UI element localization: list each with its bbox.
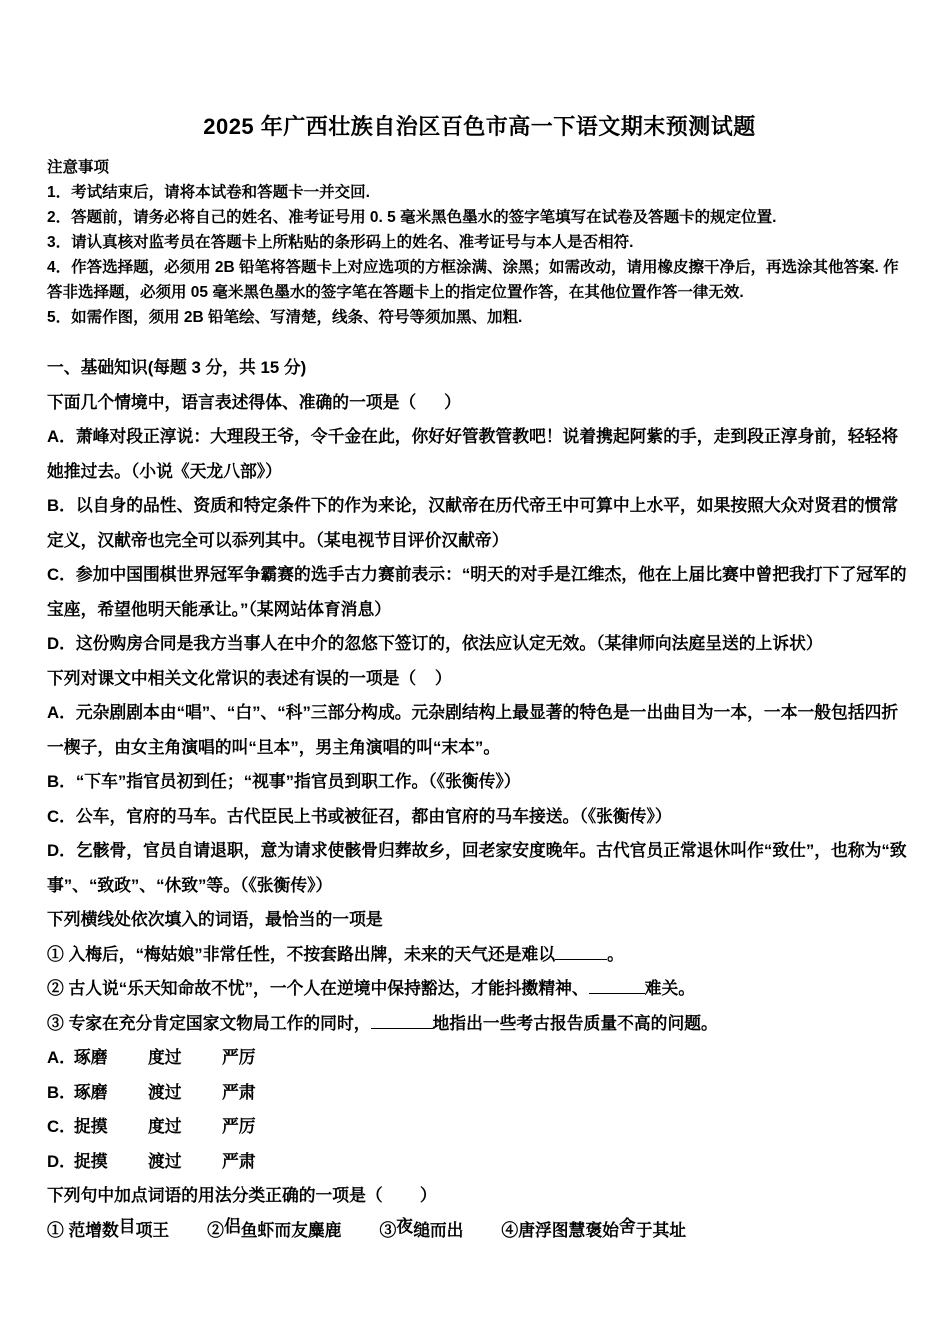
question-section	[47, 351, 912, 1248]
q3-sentence-3-tail: 地指出一些考古报告质量不高的问题。	[432, 1013, 718, 1033]
emphasized-char: 目	[118, 1216, 136, 1236]
q2-option-c: C．公车，官府的马车。古代臣民上书或被征召，都由官府的马车接送。（《张衡传》）	[47, 806, 672, 826]
q3-sentence-2	[47, 972, 912, 1007]
option-word: 渡过	[148, 1082, 182, 1102]
q4-item-text: ②	[207, 1220, 224, 1240]
option-word: 严肃	[222, 1151, 256, 1171]
q2-option-d: D．乞骸骨，官员自请退职，意为请求使骸骨归葬故乡，回老家安度晚年。古代官员正常退休叫作“致仕”，也称为“致事”、“致政”、“休致”等。（《张衡传》）	[47, 841, 907, 895]
option-word: 捉摸	[74, 1151, 108, 1171]
q3-sentence-2-tail: 难关。	[644, 979, 696, 998]
q1-option-d: D．这份购房合同是我方当事人在中介的忽悠下签订的，依法应认定无效。（某律师向法庭呈送的上诉状）	[47, 634, 823, 653]
q3-stem: 下列横线处依次填入的词语，最恰当的一项是	[47, 910, 383, 929]
q3-option-a	[47, 1041, 912, 1076]
notice-item-1: 1．考试结束后，请将本试卷和答题卡一并交回.	[47, 184, 370, 201]
blank-underline	[555, 956, 607, 960]
q2-option-b: B．“下车”指官员初到任；“视事”指官员到职工作。（《张衡传》）	[47, 772, 521, 791]
q4-item-4	[501, 1217, 686, 1240]
notice-item-5: 5．如需作图，须用 2B 铅笔绘、写清楚，线条、符号等须加黑、加粗.	[47, 309, 523, 326]
q3-sentence-1-text: ① 入梅后，“梅姑娘”非常任性，不按套路出牌，未来的天气还是难以	[47, 944, 556, 964]
option-label: C．	[47, 1117, 76, 1136]
q3-option-b	[47, 1076, 912, 1111]
notice-heading: 注意事项	[47, 159, 110, 176]
q4-items-line	[47, 1214, 912, 1249]
q3-sentence-3	[47, 1007, 912, 1042]
q4-item-text: 鱼虾而友麋鹿	[240, 1220, 342, 1240]
q3-sentence-2-text: ② 古人说“乐天知命故不忧”，一个人在逆境中保持豁达，才能抖擞精神、	[47, 979, 589, 998]
q4-item-text: 项王	[135, 1220, 170, 1240]
q4-stem: 下列句中加点词语的用法分类正确的一项是（ ）	[47, 1186, 437, 1205]
option-word: 严厉	[222, 1117, 256, 1136]
q4-item-text: ④唐浮图慧褒始	[501, 1220, 619, 1240]
q3-option-c	[47, 1110, 912, 1145]
notice-item-2: 2．答题前，请务必将自己的姓名、准考证号用 0. 5 毫米黑色墨水的签字笔填写在试卷及答题卡的规定位置.	[47, 209, 777, 226]
q4-item-3	[379, 1216, 464, 1240]
q4-item-1	[47, 1216, 170, 1240]
option-word: 严厉	[222, 1048, 256, 1067]
q4-item-text: ① 范增数	[47, 1220, 119, 1240]
q4-item-text: 于其址	[635, 1220, 687, 1240]
option-word: 严肃	[222, 1082, 256, 1102]
q4-item-text: 缒而出	[413, 1220, 464, 1240]
q4-item-text: ③	[379, 1220, 397, 1240]
option-word: 渡过	[148, 1151, 182, 1171]
option-label: A．	[47, 1048, 76, 1067]
section-heading: 一、基础知识(每题 3 分，共 15 分)	[47, 358, 307, 377]
notice-section	[47, 155, 912, 330]
q1-option-c: C．参加中国围棋世界冠军争霸赛的选手古力赛前表示：“明天的对手是江维杰，他在上届比赛中曾把我打下了冠军的宝座，希望他明天能承让。”（某网站体育消息）	[47, 565, 907, 619]
q3-sentence-3-text: ③ 专家在充分肯定国家文物局工作的同时，	[47, 1013, 371, 1033]
option-word: 琢磨	[74, 1048, 108, 1067]
q2-option-a: A．元杂剧剧本由“唱”、“白”、“科”三部分构成。元杂剧结构上最显著的特色是一出曲目为一本，一本一般包括四折一楔子，由女主角演唱的叫“旦本”，男主角演唱的叫“末本”。	[47, 703, 899, 757]
emphasized-char: 夜	[396, 1216, 414, 1236]
notice-item-3: 3．请认真核对监考员在答题卡上所粘贴的条形码上的姓名、准考证号与本人是否相符.	[47, 234, 634, 251]
q4-item-2	[207, 1216, 342, 1240]
q2-stem: 下列对课文中相关文化常识的表述有误的一项是（ ）	[47, 668, 452, 688]
option-word: 捉摸	[74, 1117, 108, 1136]
q1-option-b: B．以自身的品性、资质和特定条件下的作为来论，汉献帝在历代帝王中可算中上水平，如果按照大众对贤君的惯常定义，汉献帝也完全可以忝列其中。（某电视节目评价汉献帝）	[47, 496, 899, 550]
option-label: D．	[47, 1151, 76, 1171]
option-label: B．	[47, 1082, 76, 1102]
q3-sentence-1-tail: 。	[607, 944, 624, 964]
notice-item-4: 4．作答选择题，必须用 2B 铅笔将答题卡上对应选项的方框涂满、涂黑；如需改动，请用橡皮擦干净后，再选涂其他答案. 作答非选择题，必须用 05 毫米黑色墨水的签字笔在答题卡上的指定位置作答，在其他位置作答一律无效.	[47, 259, 899, 301]
q1-stem: 下面几个情境中，语言表述得体、准确的一项是（ ）	[47, 392, 461, 412]
q1-option-a: A．萧峰对段正淳说：大理段王爷，令千金在此，你好好管教管教吧！说着携起阿紫的手，走到段正淳身前，轻轻将她推过去。（小说《天龙八部》）	[47, 427, 899, 481]
blank-underline	[589, 990, 645, 994]
page-title: 2025 年广西壮族自治区百色市高一下语文期末预测试题	[203, 114, 756, 139]
option-word: 琢磨	[74, 1082, 108, 1102]
q3-option-d	[47, 1145, 912, 1180]
emphasized-char: 舍	[618, 1216, 636, 1236]
blank-underline	[371, 1025, 433, 1029]
emphasized-char: 侣	[223, 1216, 241, 1236]
q3-sentence-1	[47, 938, 912, 973]
option-word: 度过	[148, 1117, 182, 1136]
option-word: 度过	[148, 1048, 182, 1067]
